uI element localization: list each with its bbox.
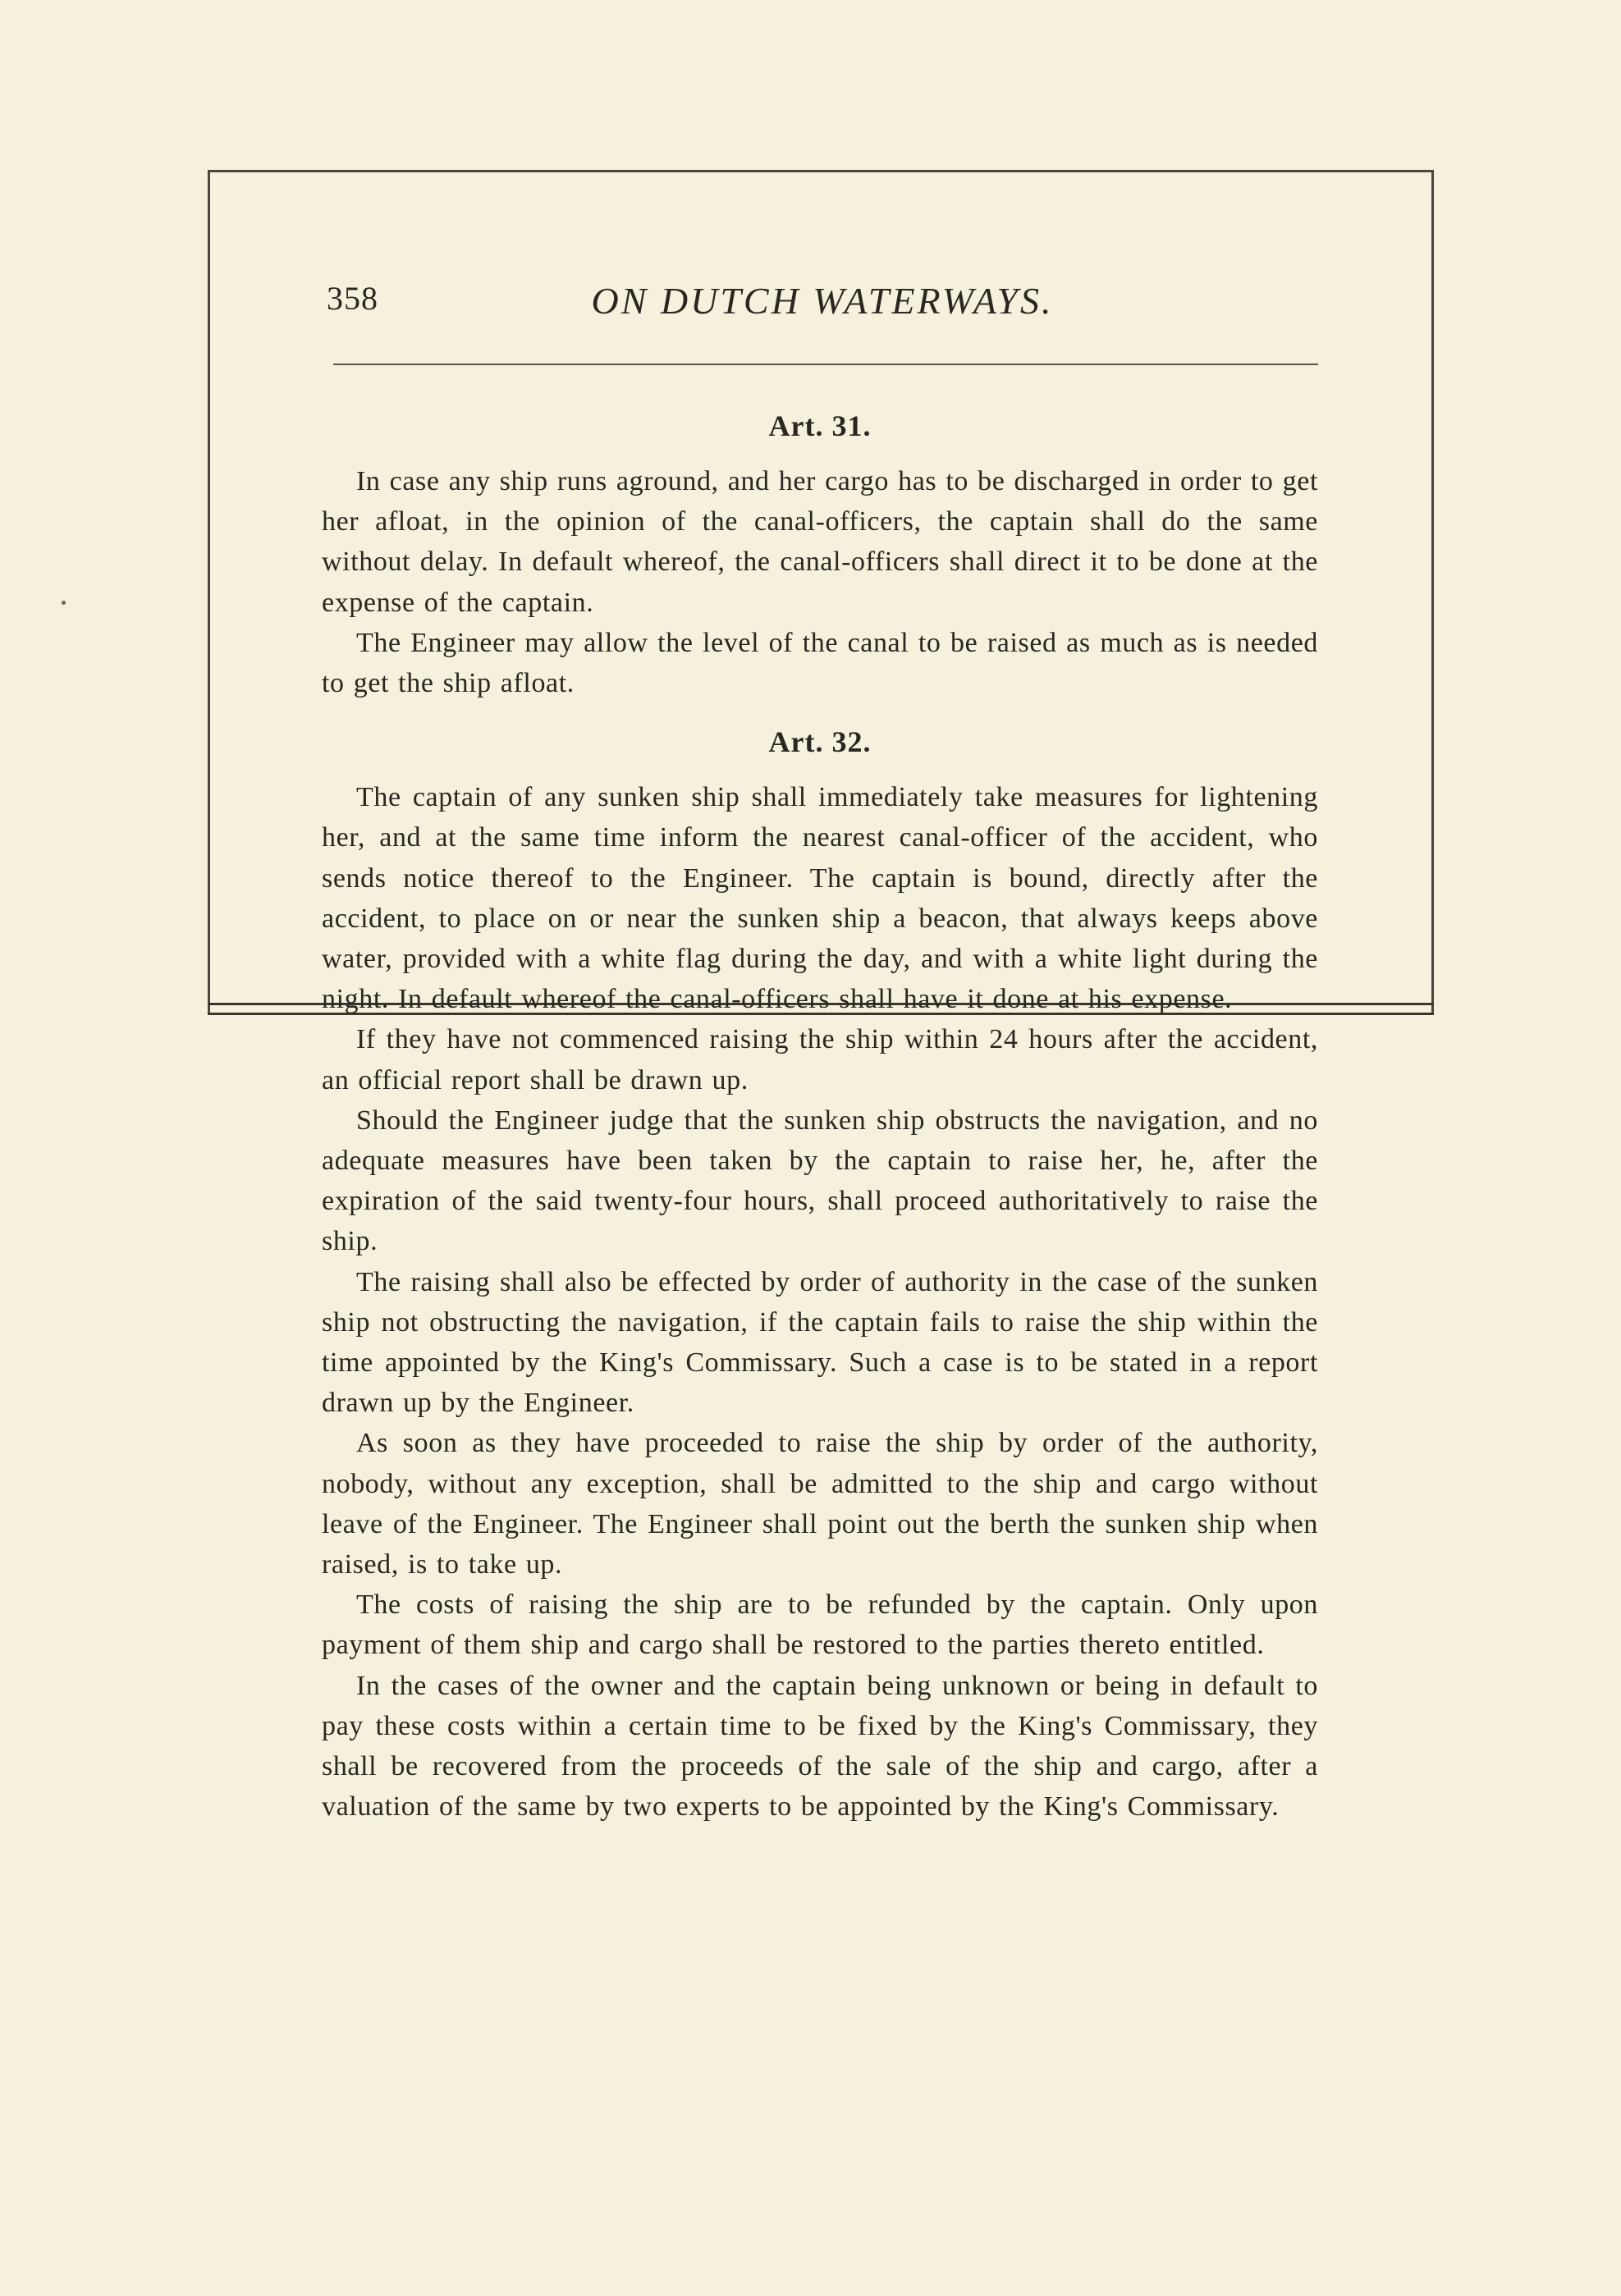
paragraph: As soon as they have proceeded to raise the ship by order of the authority, nobody, without any exception, shall be admitted to the ship and cargo without leave of the Engineer. The Engineer shall point out the berth the sunken ship when raised, is to take up.: [322, 1428, 1318, 1580]
article-31: [322, 402, 1318, 703]
article-heading: Art. 31.: [768, 409, 872, 442]
paragraph: The captain of any sunken ship shall immediately take measures for lightening her, and at the same time inform the nearest canal-officer of the accident, who sends notice thereof to the Engineer. The captain is bound, directly after the accident, to place on or near the sunken ship a beacon, that always keeps above water, provided with a white flag during the day, and with a white light during the night. In default whereof the canal-officers shall have it done at his expense.: [322, 782, 1318, 1015]
article-heading: Art. 32.: [768, 725, 872, 759]
running-title: ON DUTCH WATERWAYS.: [591, 280, 1054, 322]
paragraph: The raising shall also be effected by order of authority in the case of the sunken ship not obstructing the navigation, if the captain fails to raise the ship within the time appointed by the King's Commissary. Such a case is to be stated in a report drawn up by the Engineer.: [322, 1266, 1318, 1419]
page-body: [322, 402, 1318, 1827]
article-32: [322, 718, 1318, 1827]
page-header: [327, 279, 1318, 328]
paragraph: The Engineer may allow the level of the canal to be raised as much as is needed to get the ship afloat.: [322, 627, 1318, 699]
paragraph: In case any ship runs aground, and her cargo has to be discharged in order to get her afloat, in the opinion of the canal-officers, the captain shall do the same without delay. In default whereof, the canal-officers shall direct it to be done at the expense of the captain.: [322, 466, 1318, 618]
paragraph: Should the Engineer judge that the sunken ship obstructs the navigation, and no adequate measures have been taken by the captain to raise her, he, after the expiration of the said twenty-four hours, shall proceed authoritatively to raise the ship.: [322, 1105, 1318, 1257]
page-number: 358: [327, 280, 378, 317]
header-rule: [333, 364, 1318, 365]
paragraph: If they have not commenced raising the ship within 24 hours after the accident, an official report shall be drawn up.: [322, 1024, 1318, 1095]
paragraph: In the cases of the owner and the captain being unknown or being in default to pay these costs within a certain time to be fixed by the King's Commissary, they shall be recovered from the proceeds of the sale of the ship and cargo, after a valuation of the same by two experts to be appointed by the King's Commissary.: [322, 1670, 1318, 1823]
paragraph: The costs of raising the ship are to be refunded by the captain. Only upon payment of them ship and cargo shall be restored to the parties thereto entitled.: [322, 1589, 1318, 1661]
margin-mark: [62, 601, 66, 605]
